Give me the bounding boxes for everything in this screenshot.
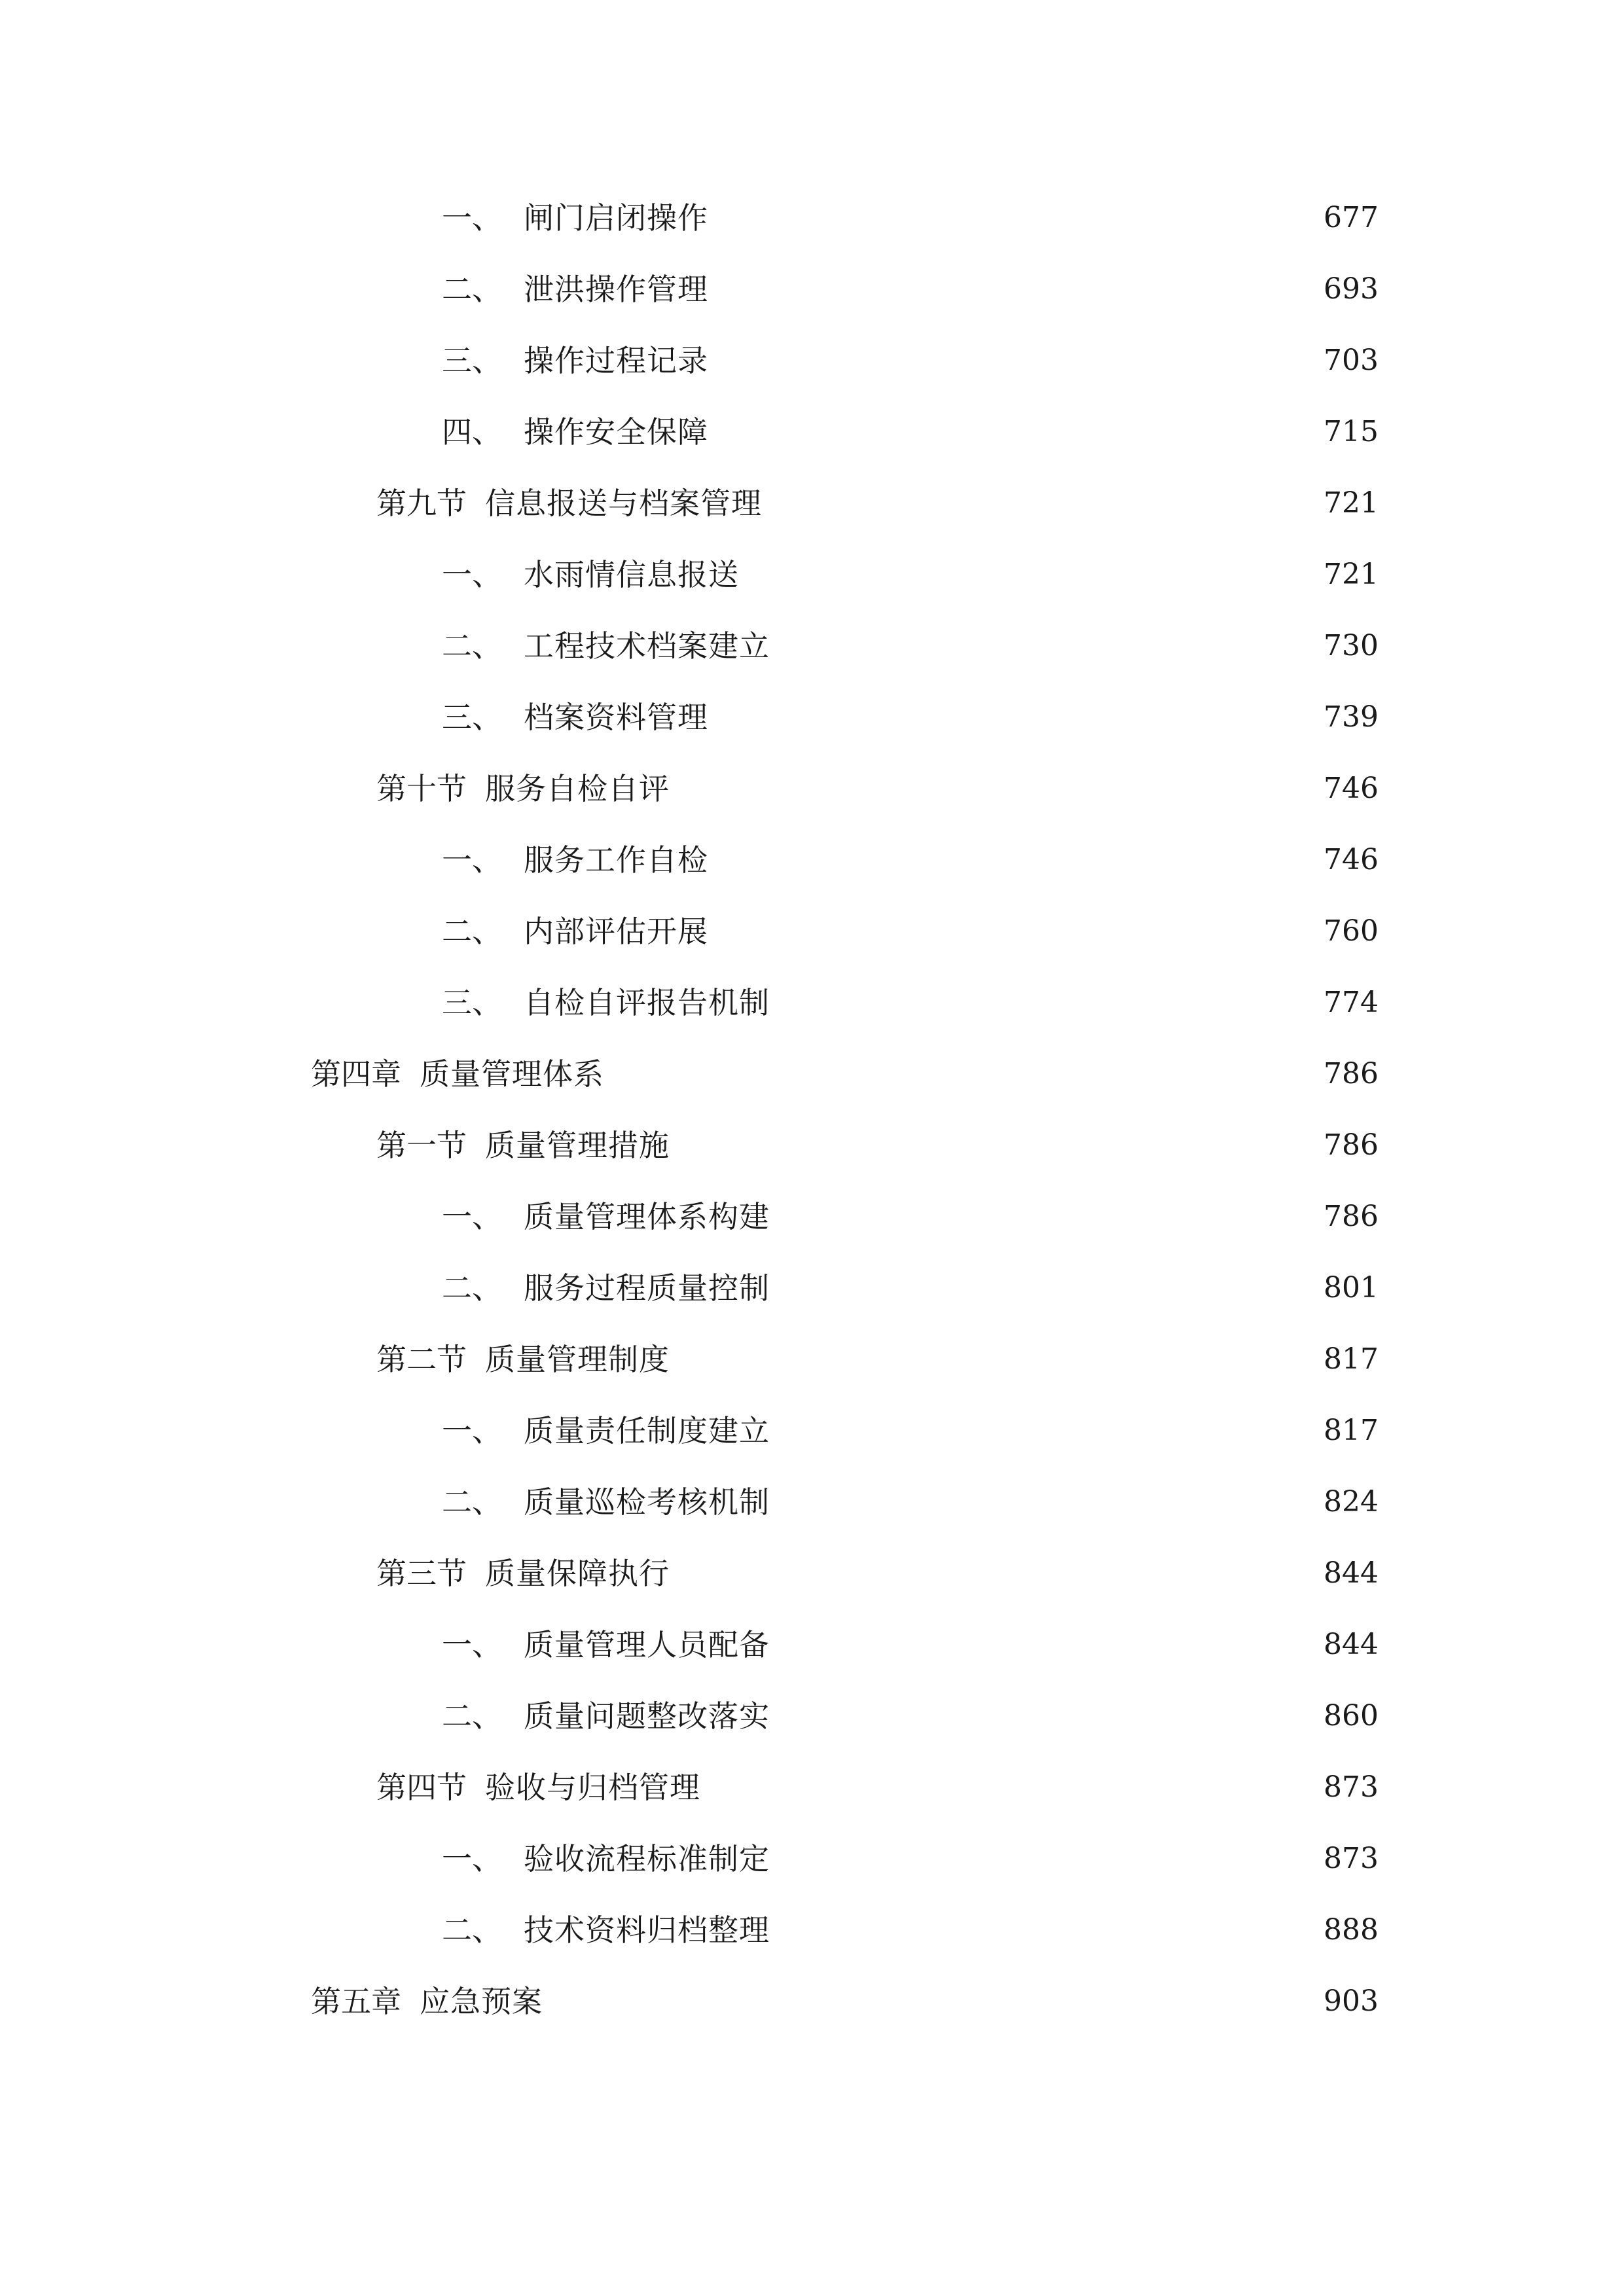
- dot-leader: [717, 260, 1314, 319]
- toc-entry[interactable]: [442, 1901, 1379, 1960]
- dot-leader: [679, 1116, 1314, 1175]
- toc-entry[interactable]: [442, 1259, 1379, 1318]
- entry-number: 一、: [442, 1627, 502, 1662]
- entry-number: 第二节: [376, 1342, 467, 1377]
- entry-page-number: 677: [1324, 201, 1379, 234]
- toc-entry[interactable]: [376, 474, 1379, 533]
- dot-leader: [779, 1473, 1314, 1532]
- entry-title: 质量责任制度建立: [524, 1413, 770, 1448]
- entry-title: 操作过程记录: [524, 343, 708, 378]
- entry-page-number: 721: [1324, 486, 1379, 520]
- entry-page-number: 721: [1324, 558, 1379, 591]
- entry-title: 泄洪操作管理: [524, 272, 708, 307]
- entry-page-number: 844: [1324, 1628, 1379, 1661]
- dot-leader: [748, 545, 1314, 604]
- entry-number: 三、: [442, 343, 502, 378]
- entry-page-number: 844: [1324, 1556, 1379, 1590]
- dot-leader: [717, 188, 1314, 247]
- dot-leader: [779, 1901, 1314, 1960]
- entry-number: 第三节: [376, 1556, 467, 1591]
- entry-page-number: 903: [1324, 1984, 1379, 2018]
- dot-leader: [710, 1758, 1314, 1817]
- entry-title: 质量管理人员配备: [524, 1627, 770, 1662]
- entry-page-number: 817: [1324, 1342, 1379, 1376]
- entry-number: 三、: [442, 700, 502, 735]
- entry-number: 一、: [442, 1199, 502, 1234]
- toc-entry[interactable]: [442, 188, 1379, 247]
- entry-number: 二、: [442, 628, 502, 664]
- entry-title: 信息报送与档案管理: [485, 486, 762, 521]
- entry-title: 闸门启闭操作: [524, 200, 708, 236]
- toc-entry[interactable]: [442, 617, 1379, 675]
- toc-entry[interactable]: [442, 973, 1379, 1032]
- dot-leader: [779, 1401, 1314, 1460]
- dot-leader: [779, 1615, 1314, 1674]
- entry-title: 水雨情信息报送: [524, 557, 739, 592]
- toc-entry[interactable]: [442, 902, 1379, 961]
- entry-page-number: 873: [1324, 1770, 1379, 1804]
- dot-leader: [717, 331, 1314, 390]
- dot-leader: [717, 831, 1314, 889]
- entry-page-number: 746: [1324, 772, 1379, 805]
- entry-number: 第一节: [376, 1128, 467, 1163]
- entry-page-number: 786: [1324, 1057, 1379, 1090]
- entry-number: 第九节: [376, 486, 467, 521]
- entry-page-number: 703: [1324, 344, 1379, 377]
- entry-number: 一、: [442, 842, 502, 878]
- toc-entry[interactable]: [376, 1330, 1379, 1389]
- entry-number: 一、: [442, 557, 502, 592]
- entry-page-number: 860: [1324, 1699, 1379, 1732]
- entry-page-number: 739: [1324, 700, 1379, 734]
- entry-page-number: 715: [1324, 415, 1379, 448]
- dot-leader: [613, 1045, 1314, 1103]
- dot-leader: [771, 474, 1314, 533]
- dot-leader: [679, 759, 1314, 818]
- entry-title: 质量管理体系: [420, 1056, 604, 1092]
- entry-title: 服务过程质量控制: [524, 1270, 770, 1306]
- entry-page-number: 760: [1324, 914, 1379, 948]
- dot-leader: [779, 617, 1314, 675]
- entry-number: 二、: [442, 914, 502, 949]
- entry-title: 档案资料管理: [524, 700, 708, 735]
- entry-title: 操作安全保障: [524, 414, 708, 450]
- entry-number: 二、: [442, 1270, 502, 1306]
- toc-entry[interactable]: [442, 331, 1379, 390]
- entry-title: 应急预案: [420, 1984, 543, 2019]
- toc-entry[interactable]: [311, 1972, 1379, 2031]
- entry-page-number: 786: [1324, 1200, 1379, 1233]
- entry-title: 服务自检自评: [485, 771, 670, 806]
- entry-page-number: 873: [1324, 1842, 1379, 1875]
- toc-entry[interactable]: [442, 1687, 1379, 1746]
- entry-title: 质量管理措施: [485, 1128, 670, 1163]
- dot-leader: [779, 1687, 1314, 1746]
- entry-page-number: 824: [1324, 1485, 1379, 1518]
- toc-entry[interactable]: [442, 545, 1379, 604]
- entry-number: 第十节: [376, 771, 467, 806]
- entry-number: 二、: [442, 1484, 502, 1520]
- toc-entry[interactable]: [442, 1187, 1379, 1246]
- entry-number: 二、: [442, 1912, 502, 1948]
- dot-leader: [779, 1259, 1314, 1318]
- entry-title: 验收与归档管理: [485, 1770, 700, 1805]
- dot-leader: [717, 688, 1314, 747]
- toc-entry[interactable]: [442, 1829, 1379, 1888]
- dot-leader: [717, 902, 1314, 961]
- toc-entry[interactable]: [376, 759, 1379, 818]
- toc-entry[interactable]: [442, 1615, 1379, 1674]
- entry-page-number: 801: [1324, 1271, 1379, 1304]
- entry-title: 质量巡检考核机制: [524, 1484, 770, 1520]
- entry-title: 技术资料归档整理: [524, 1912, 770, 1948]
- entry-title: 验收流程标准制定: [524, 1841, 770, 1876]
- entry-page-number: 693: [1324, 272, 1379, 306]
- entry-page-number: 786: [1324, 1128, 1379, 1162]
- entry-number: 四、: [442, 414, 502, 450]
- dot-leader: [779, 973, 1314, 1032]
- entry-page-number: 774: [1324, 986, 1379, 1019]
- entry-number: 二、: [442, 272, 502, 307]
- toc-entry[interactable]: [442, 403, 1379, 461]
- toc-entry[interactable]: [442, 260, 1379, 319]
- entry-title: 内部评估开展: [524, 914, 708, 949]
- entry-page-number: 746: [1324, 843, 1379, 876]
- entry-title: 服务工作自检: [524, 842, 708, 878]
- entry-number: 一、: [442, 1413, 502, 1448]
- entry-title: 质量管理体系构建: [524, 1199, 770, 1234]
- entry-number: 第四节: [376, 1770, 467, 1805]
- entry-title: 质量问题整改落实: [524, 1698, 770, 1734]
- entry-title: 质量保障执行: [485, 1556, 670, 1591]
- dot-leader: [717, 403, 1314, 461]
- toc-entry[interactable]: [376, 1544, 1379, 1603]
- toc-entry[interactable]: [311, 1045, 1379, 1103]
- dot-leader: [679, 1330, 1314, 1389]
- toc-entry[interactable]: [376, 1758, 1379, 1817]
- entry-title: 工程技术档案建立: [524, 628, 770, 664]
- toc-entry[interactable]: [376, 1116, 1379, 1175]
- entry-title: 自检自评报告机制: [524, 985, 770, 1020]
- entry-number: 二、: [442, 1698, 502, 1734]
- dot-leader: [679, 1544, 1314, 1603]
- dot-leader: [779, 1829, 1314, 1888]
- entry-page-number: 888: [1324, 1913, 1379, 1946]
- entry-number: 第四章: [311, 1056, 401, 1092]
- entry-page-number: 730: [1324, 629, 1379, 662]
- entry-title: 质量管理制度: [485, 1342, 670, 1377]
- entry-page-number: 817: [1324, 1414, 1379, 1447]
- entry-number: 三、: [442, 985, 502, 1020]
- dot-leader: [779, 1187, 1314, 1246]
- toc-entry[interactable]: [442, 1473, 1379, 1532]
- entry-number: 一、: [442, 1841, 502, 1876]
- entry-number: 第五章: [311, 1984, 401, 2019]
- dot-leader: [552, 1972, 1314, 2031]
- toc-entry[interactable]: [442, 1401, 1379, 1460]
- toc-entry[interactable]: [442, 688, 1379, 747]
- toc-entry[interactable]: [442, 831, 1379, 889]
- entry-number: 一、: [442, 200, 502, 236]
